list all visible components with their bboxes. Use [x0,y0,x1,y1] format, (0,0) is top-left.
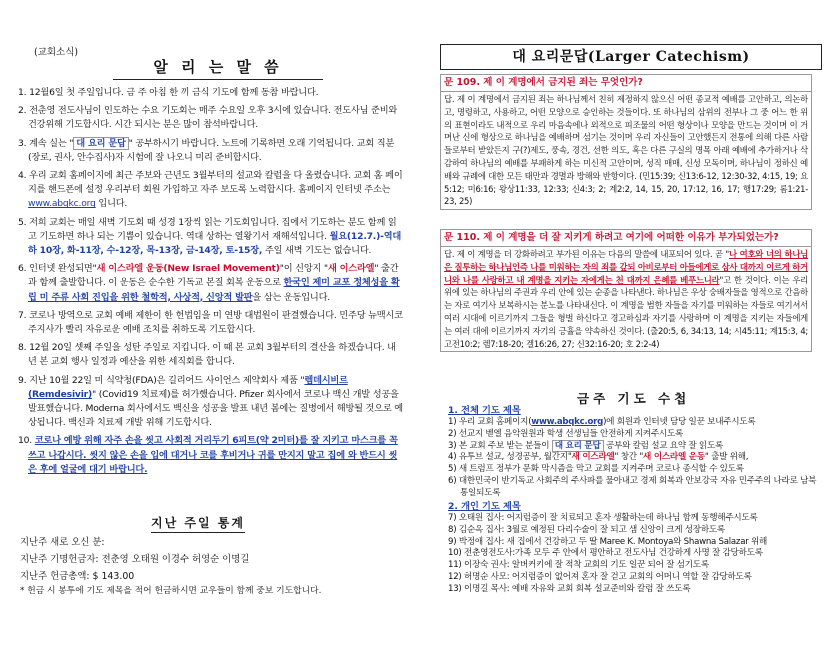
prayer-item: 7) 오태원 집사: 어지럼증이 잘 치료되고 혼자 생활하는데 하나님 함께 동행해주시도록 [448,513,758,523]
question-110: 문 110. 제 이 계명을 더 잘 지키게 하려고 여기에 어떠한 이유가 부가되었는가? [440,229,812,246]
prayer-item: 6) 대한민국이 반기독교 사회주의 주사파를 물아내고 경제 회복과 안보강국 자유 민주주의 나라로 남북 통일되도록 [448,475,817,498]
catechism-q110 [440,229,812,352]
stats-total: 지난주 헌금총액: $ 143.00 [20,571,135,582]
notice-item-7: 7. 코로나 방역으로 교회 예배 제한이 한 헌법임을 미 연방 대법원이 판결했습니다. 민주당 뉴맥시코 주지사가 빨리 자유로운 예배 조치를 취하도록 기도합시다. [18,309,403,336]
prayer-item: 4) 유투브 설교, 성경공부, 월간지"새 이스라엘" 창간 "새 이스라엘 운동" 출발 위해, [448,452,749,463]
prayer-item: 1) 우리 교회 홈페이지(www.abqkc.org)에 회원과 인터넷 담당 일꾼 보내주시도록 [448,417,756,427]
prayer-personal-heading: 2. 개인 기도 제목 [448,501,521,512]
notice-item-9: 9. 지난 10월 22일 미 식약청(FDA)은 길리어드 사이언스 제약회사 제품 "렘데시비르 (Remdesivir)" (Covid19 치료제)를 허가했습니다. Pfizer 회사에서 코로나 백신 개발 성공을 발표했습니다. Moderna 회사에서도 백신을 성공을 발표 내년 봄에는 질병에서 해방될 것으로 예상됩니다. 백신과 치료제 개발 위해 기도합시다. [18,374,403,429]
prayer-item: 11) 이장숙 권사: 알버커키에 잘 적착 교회의 기도 일꾼 되어 잘 섬기도록 [448,560,709,571]
homepage-link[interactable]: www.abqkc.org [28,198,96,210]
question-109: 문 109. 제 이 계명에서 금지된 죄는 무엇인가? [440,74,812,91]
notice-item-10: 10. 코로나 예방 위해 자주 손을 씻고 사회적 거리두기 6피트(약 2미터)를 잘 지키고 마스크를 꼭 쓰고 나갑시다. 씻지 않은 손을 입에 대거나 코를 후비거나 귀를 만지지 말고 집에 와 반드시 씻은 후에 얼굴에 대기 바랍니다. [18,435,398,475]
stats-new-visitors: 지난주 새로 오신 분: [20,537,105,548]
prayer-general-list [448,417,820,500]
answer-109: 답. 제 이 계명에서 금지된 죄는 하나님께서 친히 제정하지 않으신 어떤 종교적 예배를 고안하고, 의논하고, 명령하고, 사용하고, 어떤 모양으로 승인하는 것들이다. 또 하나님의 삼위의 전부나 그 중 어느 한 위의 표현이라도 내적으로 우리 마음속에나 외적으로 피조물의 어떤 형상이나 모양을 만드는 것이며 이 거며난 신에 형상으로 하나님을 예배하며 섬기는 것이며 우리 자신들이 고안했든지 전통에 의해 다른 사람들로부터 받았든지 구(?)제도, 풍속, 경건, 선한 의도, 혹은 다른 구실의 명목 아래 예배에 추가하거나 삭감하여 하나님의 예배를 부패하게 하는 미신적 고안이며, 성직 매매, 신성 모독이며, 하나님이 정하신 예배와 규례에 대한 모든 태만과 경멸과 방해와 반항이다. (민15:39; 신13:6-12, 12:30-32, 4:15, 19; 요5:12; 미6:16; 왕상11:33, 12:33; 신4:3; 2; 계2:2, 14, 15, 20, 17:12, 16, 17; 행17:29; 롬1:21-23, 25) [440,91,812,210]
prayer-title: 금주 기도 수첩 [577,391,691,406]
notice-item-5: 5. 저희 교회는 매일 새벽 기도회 때 성경 1장씩 읽는 기도회입니다. 집에서 기도하는 분도 함께 읽고 기도하면 하나 되는 기쁨이 있습니다. 역대 상하는 열왕기서 재해석입니다. 월요(12.7.)-역대하 10장, 화-11장, 수-12장, 목-13장, 금-14장, 토-15장, 주일 새벽 기도는 없습니다. [18,216,402,257]
prayer-item: 2) 선교지 벧엘 음악원원과 학생 선생님들 안전하게 지켜주시도록 [448,428,684,439]
bible-reading-schedule: 월요(12.7.)-역대하 10장, 화-11장, 수-12장, 목-13장, 금-14장, 토-15장, [28,230,402,257]
notice-item-1: 1. 12월6일 첫 주일입니다. 금 주 아침 한 끼 금식 기도에 함께 동참 바랍니다. [18,87,319,98]
catechism-highlight: 대 요리 문답 [73,137,128,150]
prayer-item: 3) 본 교회 주보 받는 분들이 대 요리 문답 공부와 칼럼 설교 요약 잘 읽도록 [448,440,724,451]
section-tag: (교회소식) [34,47,79,58]
prayer-item: 9) 박정애 집사: 새 집에서 건강하고 두 딸 Maree K. Montoya와 Shawna Salazar 위해 [448,536,768,547]
notice-item-2: 2. 전춘영 전도사님이 인도하는 수요 기도회는 매주 수요일 오후 3시에 있습니다. 전도사님 준비와 건강위해 기도합시다. 시간 되시는 분은 많이 참석바랍니다. [18,105,398,131]
prayer-personal [448,500,820,596]
prayer-item: 13) 이명길 목사: 예배 자유와 교회 회복 설교준비와 칼럼 잘 쓰도록 [448,583,691,594]
notice-item-8: 8. 12월 20일 셋째 주일을 성탄 주일로 지킵니다. 이 때 본 교회 3월부터의 결산을 하겠습니다. 내년 본 교회 행사 일정과 예산을 위한 세직회를 합니다. [18,342,396,368]
stats-donors: 지난주 기명헌금자: 전춘영 오태원 이경수 허영순 이명길 [20,554,250,565]
notice-item-3: 3. 계속 실는 " 대 요리 문답 " 공부하시기 바랍니다. 노트에 기록하면 오래 기억됩니다. 교회 직분(장로, 권사, 안수집사)자 시험에 잘 나오니 미리 준비합시다. [18,137,395,163]
scripture-highlight: 나 여호와 너의 하나님은 질투하는 하나님인즉 나를 미워하는 자의 죄를 갚되 아비로부터 아들에게로 삼사 대까지 이르게 하거니와 나를 사랑하고 내 계명을 지키는 자에게는 천 대까지 은혜를 베푸느니라 [444,249,808,285]
prayer-item: 5) 새 트럼프 정부가 문화 막시즘을 막고 교회를 지켜주며 코로나 종식할 수 있도록 [448,464,744,475]
catechism-title: 대 요리문답(Larger Catechism) [440,44,822,70]
prayer-personal-list [448,513,820,596]
notice-item-4: 4. 우리 교회 홈페이지에 최근 주보와 근년도 3월부터의 설교와 칼럼을 다 올렸습니다. 교회 홈 페이지를 핸드폰에 설정 우리부터 회원 가입하고 자주 보도록 노력합시다. 홈페이지 인터넷 주소는 www.abqkc.org 입니다. [18,170,403,210]
prayer-item: 10) 전춘영전도사:가족 모두 주 안에서 평안하고 전도사님 건강하게 사명 잘 감당하도록 [448,548,763,559]
catechism-q109 [440,74,812,210]
prayer-item: 12) 허명순 사모: 어지럼증이 없어져 혼자 잘 걷고 교회의 어머니 역할 잘 감당하도록 [448,571,752,582]
answer-110: 답. 제 이 계명을 더 강화하려고 부가된 이유는 다음의 말씀에 내포되어 있다. 곧 "나 여호와 너의 하나님은 질투하는 하나님인즉 나를 미워하는 자의 죄를 갚되 아비로부터 아들에게로 삼사 대까지 이르게 하거니와 나를 사랑하고 내 계명을 지키는 자에게는 천 대까지 은혜를 베푸느니라"고 한 것이다. 이는 우리 위에 있는 하나님의 주권과 우리 안에 있는 순종을 나타낸다. 하나님은 우상 숭배자들을 영적으로 간음하는 자로 여기사 보복하시는 분노를 나타내신다. 이 계명을 범한 자들을 자기를 미워하는 자들로 여기셔서 여러 시대에 이르기까지 그들을 형벌 하신다고 경고하심과 자기를 사랑하며 이 계명을 지키는 자들에게는 여러 대에 이르기까지 자기의 긍휼을 약속하신 것이다. (출20:5, 6, 34:13, 14; 시45:11; 계15:3, 4; 고전10:2; 렘7:18-20; 겔16:26, 27; 신32:16-20; 호 2:2-4) [440,246,812,352]
notice-item-6: 6. 인터넷 완성되면"새 이스라엘 운동(New Israel Movement)"이 신앙지 "새 이스라엘" 출간과 함께 출발합니다. 이 운동은 순수한 기독교 본질 회복 운동으로 한국인 제미 교포 정체성을 확립 미 주류 사회 진입을 위한 철학적, 사상적, 신앙적 발판을 삼는 운동입니다. [18,263,400,303]
stats-block [20,534,410,597]
prayer-general [448,404,820,500]
notice-list [18,86,403,481]
prayer-item: 8) 김순옥 집사: 3월로 예정된 다리수술이 잘 되고 샘 신앙이 크게 성장하도록 [448,524,725,535]
prayer-general-heading: 1. 전체 기도 제목 [448,405,521,416]
stats-note: * 헌금 시 봉투에 기도 제목을 적어 헌금하시면 교우들이 함께 중보 기도합니다. [20,586,322,596]
notices-title: 알 리 는 말 씀 [113,56,323,80]
stats-title: 지난 주일 통계 [151,514,245,533]
